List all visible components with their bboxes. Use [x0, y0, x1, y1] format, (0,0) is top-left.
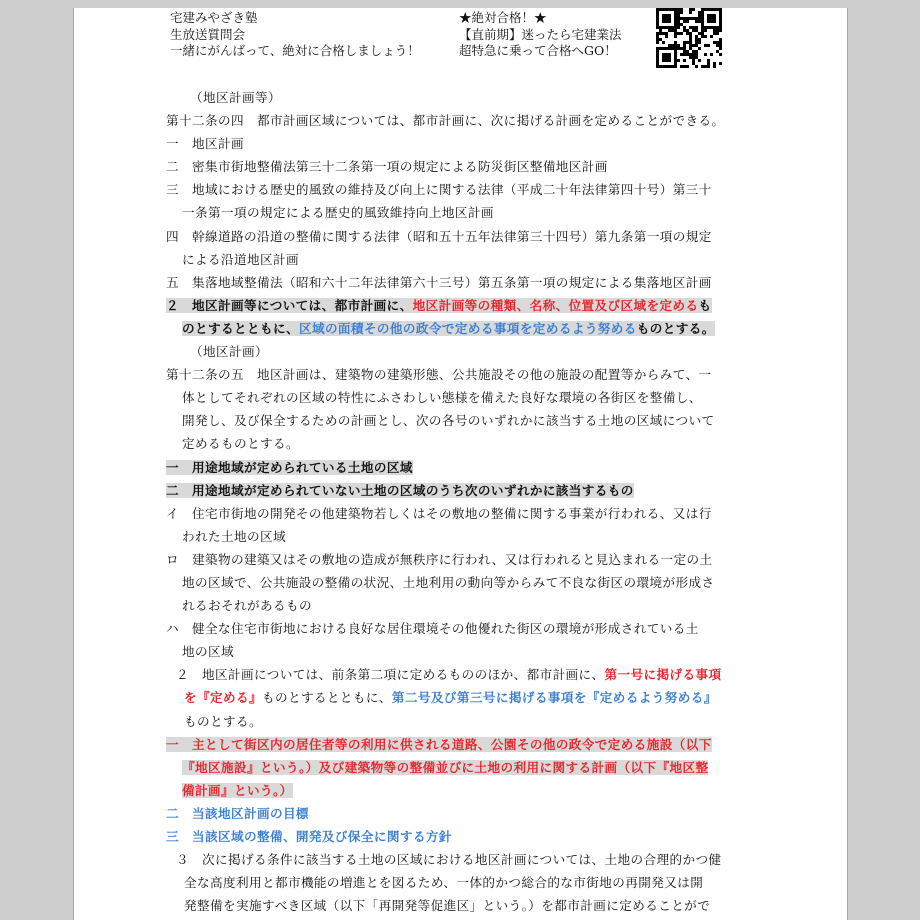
text-line [166, 779, 726, 802]
text-segment: われた土地の区域 [182, 528, 286, 544]
highlighted-text [166, 298, 712, 313]
text-segment: ものとする。 [184, 713, 262, 729]
line-text [182, 644, 234, 659]
text-line [166, 733, 726, 756]
text-segment: ロ 建築物の建築又はその敷地の造成が無秩序に行われ、又は行われると見込まれる一定の土 [166, 551, 713, 567]
line-text [184, 714, 262, 729]
text-line [166, 825, 726, 848]
text-segment: による沿道地区計画 [182, 251, 299, 267]
document-page [73, 8, 848, 920]
line-text [184, 690, 717, 705]
line-text [182, 252, 299, 267]
highlighted-text [166, 737, 712, 752]
text-line [166, 409, 726, 432]
text-segment: 発整備を実施すべき区域（以下「再開発等促進区」という。）を都市計画に定めることがで [184, 898, 711, 914]
header-tip: 【直前期】迷ったら宅建業法 [459, 26, 622, 42]
header-session-name: 生放送質問会 [170, 26, 246, 42]
line-text [166, 506, 712, 521]
text-line [166, 525, 726, 548]
highlighted-text [182, 783, 293, 798]
highlighted-text [166, 483, 634, 498]
red-emphasis-text: 一 主として街区内の居住者等の利用に供される道路、公園その他の政令で定める施設（以下 [166, 736, 712, 752]
text-segment: ものとするとともに、 [261, 690, 392, 706]
red-emphasis-text: 第一号に掲げる事項 [604, 667, 722, 683]
highlighted-text [182, 760, 708, 775]
text-line [166, 248, 726, 271]
blue-emphasis-text: 区域の面積その他の政令で定める事項を定めるよう努める [298, 320, 637, 336]
header-left [170, 10, 420, 60]
text-segment: 一 地区計画 [166, 136, 244, 152]
text-line [166, 109, 726, 132]
text-segment: （地区計画） [190, 344, 268, 360]
text-segment: 一条第一項の規定による歴史的風致維持向上地区計画 [182, 205, 494, 221]
text-segment: 五 集落地域整備法（昭和六十二年法律第六十三号）第五条第一項の規定による集落地区計画 [166, 274, 712, 290]
text-segment: ハ 健全な住宅市街地における良好な居住環境その他優れた街区の環境が形成されている土 [166, 621, 699, 637]
text-line [166, 225, 726, 248]
text-line [166, 363, 726, 386]
text-line [166, 871, 726, 894]
text-segment: も [698, 297, 712, 313]
text-line [166, 432, 726, 455]
text-segment: イ 住宅市街地の開発その他建築物若しくはその敷地の整備に関する事業が行われる、又は行 [166, 505, 712, 521]
line-text [166, 159, 608, 174]
blue-emphasis-text: 二 当該地区計画の目標 [166, 805, 309, 821]
line-text [166, 275, 712, 290]
line-text [166, 552, 713, 567]
text-line [166, 894, 726, 917]
header-cheer: 超特急に乗って合格へGO！ [459, 43, 617, 58]
line-text [190, 90, 281, 105]
line-text [166, 136, 244, 151]
text-segment: ３ 次に掲げる条件に該当する土地の区域における地区計画については、土地の合理的かつ健 [176, 852, 722, 868]
text-segment: 定めるものとする。 [182, 436, 299, 452]
law-text-body [166, 86, 726, 917]
text-line [166, 271, 726, 294]
text-line [166, 663, 726, 686]
line-text [166, 182, 712, 197]
text-segment: 二 密集市街地整備法第三十二条第一項の規定による防災街区整備地区計画 [166, 159, 608, 175]
text-segment: 四 幹線道路の沿道の整備に関する法律（昭和五十五年法律第三十四号）第九条第一項の規定 [166, 228, 712, 244]
line-text [176, 667, 722, 682]
header-message: 一緒にがんばって、絶対に合格しましょう！ [170, 43, 420, 58]
line-text [182, 598, 312, 613]
header-school-name: 宅建みやざき塾 [170, 10, 258, 25]
text-line [166, 594, 726, 617]
text-line [166, 479, 726, 502]
header-middle [459, 10, 622, 60]
red-emphasis-text: 『地区施設』という。）及び建築物等の整備並びに土地の利用に関する計画（以下『地区整 [182, 759, 709, 775]
line-text [166, 113, 724, 128]
text-line [166, 710, 726, 733]
header-slogan: ★絶対合格！★ [459, 10, 547, 25]
text-line [166, 294, 726, 317]
line-text [184, 875, 703, 890]
line-text [166, 229, 712, 244]
text-segment: 三 地域における歴史的風致の維持及び向上に関する法律（平成二十年法律第四十号）第三十 [166, 182, 712, 198]
text-line [166, 640, 726, 663]
line-text [166, 621, 699, 636]
text-line [166, 317, 726, 340]
text-segment: れるおそれがあるもの [182, 598, 312, 614]
text-segment: ものとする。 [636, 320, 715, 336]
text-segment: ２ 地区計画等については、都市計画に、 [166, 297, 413, 313]
text-segment: 全な高度利用と都市機能の増進とを図るため、一体的かつ総合的な市街地の再開発又は開 [184, 875, 704, 891]
text-line [166, 340, 726, 363]
text-line [166, 802, 726, 825]
text-segment: （地区計画等） [190, 90, 281, 105]
text-segment: 第十二条の五 地区計画は、建築物の建築形態、公共施設その他の施設の配置等からみて、一 [166, 367, 712, 383]
line-text [190, 344, 268, 359]
text-segment: 地の区域 [182, 644, 234, 660]
red-emphasis-text: 備計画』という。） [182, 782, 293, 798]
text-segment: 一 用途地域が定められている土地の区域 [166, 459, 413, 475]
blue-emphasis-text: 三 当該区域の整備、開発及び保全に関する方針 [166, 829, 452, 844]
red-emphasis-text: 地区計画等の種類、名称、位置及び区域を定める [412, 297, 699, 313]
text-segment: ２ 地区計画については、前条第二項に定めるもののほか、都市計画に、 [176, 667, 605, 683]
text-line [166, 178, 726, 201]
text-segment: 第十二条の四 都市計画区域については、都市計画に、次に掲げる計画を定めることができる。 [166, 113, 725, 129]
line-text [182, 390, 702, 405]
text-line [166, 548, 726, 571]
line-text [184, 898, 710, 913]
qr-code-image [656, 8, 722, 68]
line-text [166, 806, 309, 821]
text-line [166, 848, 726, 871]
text-line [166, 686, 726, 709]
highlighted-text [166, 460, 413, 475]
line-text [182, 413, 715, 428]
line-text [176, 852, 722, 867]
line-text [182, 575, 715, 590]
text-line [166, 132, 726, 155]
text-line [166, 155, 726, 178]
text-line [166, 201, 726, 224]
red-emphasis-text: を『定める』 [184, 690, 262, 706]
text-line [166, 756, 726, 779]
blue-emphasis-text: 第二号及び第三号に掲げる事項を『定めるよう努める』 [391, 690, 717, 706]
text-line [166, 386, 726, 409]
line-text [182, 529, 286, 544]
line-text [166, 367, 712, 382]
line-text [182, 436, 299, 451]
text-segment: 二 用途地域が定められていない土地の区域のうち次のいずれかに該当するもの [166, 482, 634, 498]
highlighted-text [182, 321, 715, 336]
line-text [166, 829, 452, 844]
text-line [166, 86, 726, 109]
text-segment: 開発し、及び保全するための計画とし、次の各号のいずれかに該当する土地の区域について [182, 413, 715, 429]
text-line [166, 502, 726, 525]
text-line [166, 571, 726, 594]
text-segment: 地の区域で、公共施設の整備の状況、土地利用の動向等からみて不良な街区の環境が形成さ [182, 574, 715, 590]
text-line [166, 617, 726, 640]
text-segment: のとするとともに、 [182, 320, 299, 336]
line-text [182, 205, 494, 220]
text-segment: 体としてそれぞれの区域の特性にふさわしい態様を備えた良好な環境の各街区を整備し、 [182, 390, 702, 406]
text-line [166, 456, 726, 479]
